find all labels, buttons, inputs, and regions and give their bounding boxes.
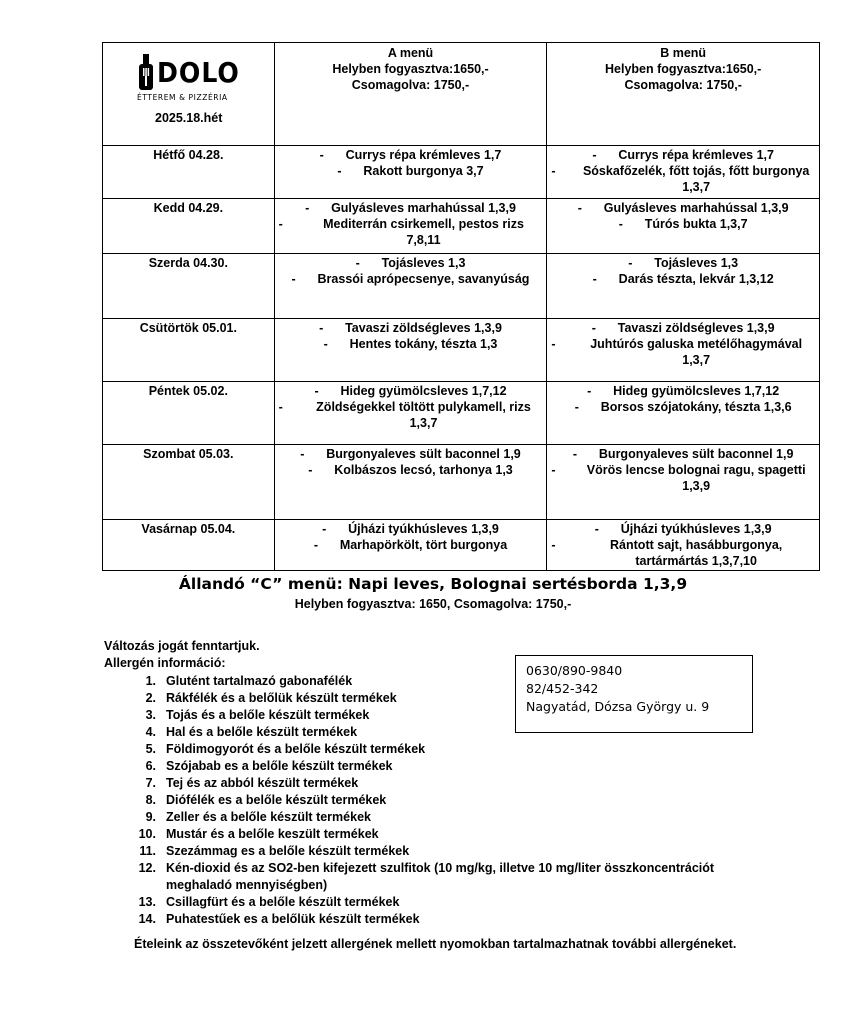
phone-landline: 82/452-342 bbox=[526, 681, 599, 696]
fork-pan-icon bbox=[137, 54, 155, 92]
day-row bbox=[103, 254, 820, 319]
c-menu-price: Helyben fogyasztva: 1650, Csomagolva: 1750,- bbox=[294, 597, 572, 611]
contact-box bbox=[515, 655, 753, 733]
allergen-item: 10. Mustár és a belőle keszült termékek bbox=[138, 827, 379, 841]
allergen-title: Allergén információ: bbox=[104, 656, 226, 670]
menu-b-cell bbox=[547, 382, 820, 445]
allergen-item: 6. Szójabab es a belőle készült termékek bbox=[145, 759, 393, 773]
dish-item: - Burgonyaleves sült baconnel 1,9 bbox=[572, 447, 794, 461]
dish-item: - Borsos szójatokány, tészta 1,3,6 bbox=[574, 400, 792, 414]
day-row bbox=[103, 199, 820, 254]
dish-item: - Zöldségekkel töltött pulykamell, rizs 1,3,7 bbox=[278, 400, 531, 430]
day-row bbox=[103, 382, 820, 445]
allergen-item: 5. Földimogyorót és a belőle készült termékek bbox=[145, 742, 426, 756]
dish-item: - Tojásleves 1,3 bbox=[628, 256, 739, 270]
day-label: Szombat 05.03. bbox=[103, 445, 275, 520]
menu-header-row bbox=[103, 43, 820, 146]
menu-a-header bbox=[274, 43, 547, 146]
logo-name: DOLO bbox=[157, 56, 240, 89]
day-row bbox=[103, 146, 820, 199]
menu-a-cell bbox=[274, 445, 547, 520]
weekly-menu-table bbox=[102, 42, 820, 571]
allergen-item: 3. Tojás és a belőle készült termékek bbox=[145, 708, 370, 722]
menu-b-cell bbox=[547, 445, 820, 520]
c-menu-title: Állandó “C” menü: Napi leves, Bolognai sertésborda 1,3,9 bbox=[178, 575, 688, 593]
menu-a-cell bbox=[274, 254, 547, 319]
dish-item: - Vörös lencse bolognai ragu, spagetti 1,3,9 bbox=[551, 463, 806, 493]
dish-item: - Currys répa krémleves 1,7 bbox=[319, 148, 502, 162]
dish-item: - Sóskafőzelék, főtt tojás, főtt burgonya 1,3,7 bbox=[551, 164, 810, 194]
day-label: Péntek 05.02. bbox=[103, 382, 275, 445]
dish-item: - Rakott burgonya 3,7 bbox=[337, 164, 484, 178]
day-row bbox=[103, 319, 820, 382]
day-row bbox=[103, 520, 820, 571]
allergen-item: 8. Diófélék es a belőle készült termékek bbox=[145, 793, 387, 807]
menu-a-cell bbox=[274, 520, 547, 571]
dish-item: - Hideg gyümölcsleves 1,7,12 bbox=[587, 384, 780, 398]
dish-item: - Burgonyaleves sült baconnel 1,9 bbox=[300, 447, 521, 461]
day-label: Hétfő 04.28. bbox=[103, 146, 275, 199]
allergen-item: 2. Rákfélék és a belőlük készült termékek bbox=[145, 691, 397, 705]
menu-b-dine-in-price: Helyben fogyasztva:1650,- bbox=[605, 62, 762, 76]
day-label: Csütörtök 05.01. bbox=[103, 319, 275, 382]
allergen-item: 14. Puhatestűek es a belőlük készült termékek bbox=[138, 912, 420, 926]
dish-item: - Gulyásleves marhahússal 1,3,9 bbox=[305, 201, 516, 215]
day-label: Vasárnap 05.04. bbox=[103, 520, 275, 571]
menu-b-title: B menü bbox=[660, 46, 707, 60]
menu-a-takeaway-price: Csomagolva: 1750,- bbox=[351, 78, 470, 92]
menu-b-takeaway-price: Csomagolva: 1750,- bbox=[624, 78, 742, 92]
dish-item: - Újházi tyúkhúsleves 1,3,9 bbox=[594, 522, 772, 536]
dish-item: - Kolbászos lecsó, tarhonya 1,3 bbox=[308, 463, 513, 477]
day-label: Kedd 04.29. bbox=[103, 199, 275, 254]
menu-a-title: A menü bbox=[387, 46, 434, 60]
menu-a-cell bbox=[274, 382, 547, 445]
dish-item: - Tavaszi zöldségleves 1,3,9 bbox=[591, 321, 775, 335]
allergen-item: 7. Tej és az abból készült termékek bbox=[145, 776, 359, 790]
dish-item: - Juhtúrós galuska metélőhagymával 1,3,7 bbox=[551, 337, 803, 367]
dish-item: - Darás tészta, lekvár 1,3,12 bbox=[592, 272, 774, 286]
address: Nagyatád, Dózsa György u. 9 bbox=[526, 699, 710, 714]
notes bbox=[104, 638, 260, 672]
dish-item: - Gulyásleves marhahússal 1,3,9 bbox=[577, 201, 789, 215]
allergen-footer-note: Ételeink az összetevőként jelzett allergének mellett nyomokban tartalmazhatnak további allergéneket. bbox=[134, 937, 737, 951]
menu-b-cell bbox=[547, 319, 820, 382]
dish-item: - Hideg gyümölcsleves 1,7,12 bbox=[314, 384, 507, 398]
menu-b-cell bbox=[547, 146, 820, 199]
dish-item: - Currys répa krémleves 1,7 bbox=[592, 148, 774, 162]
dish-item: - Hentes tokány, tészta 1,3 bbox=[323, 337, 498, 351]
dish-item: - Tojásleves 1,3 bbox=[355, 256, 466, 270]
menu-a-dine-in-price: Helyben fogyasztva:1650,- bbox=[332, 62, 489, 76]
allergen-item: 9. Zeller és a belőle készült termékek bbox=[145, 810, 371, 824]
allergen-item: 1. Glutént tartalmazó gabonafélék bbox=[145, 674, 353, 688]
menu-a-cell bbox=[274, 319, 547, 382]
logo-cell bbox=[103, 43, 275, 146]
menu-b-cell bbox=[547, 520, 820, 571]
allergen-item: 12. Kén-dioxid és az SO2-ben kifejezett szulfitok (10 mg/kg, illetve 10 mg/liter összkoncentrációt meghaladó mennyiségben) bbox=[138, 861, 715, 892]
dish-item: - Rántott sajt, hasábburgonya, tartármártás 1,3,7,10 bbox=[551, 538, 783, 568]
dish-item: - Brassói aprópecsenye, savanyúság bbox=[291, 272, 530, 286]
day-row bbox=[103, 445, 820, 520]
menu-a-cell bbox=[274, 199, 547, 254]
phone-mobile: 0630/890-9840 bbox=[526, 663, 623, 678]
day-label: Szerda 04.30. bbox=[103, 254, 275, 319]
dish-item: - Marhapörkölt, tört burgonya bbox=[313, 538, 508, 552]
allergen-item: 13. Csillagfürt és a belőle készült termékek bbox=[138, 895, 400, 909]
change-notice: Változás jogát fenntartjuk. bbox=[104, 639, 260, 653]
dish-item: - Újházi tyúkhúsleves 1,3,9 bbox=[322, 522, 499, 536]
menu-a-cell bbox=[274, 146, 547, 199]
allergen-item: 4. Hal és a belőle készült termékek bbox=[145, 725, 358, 739]
dish-item: - Túrós bukta 1,3,7 bbox=[618, 217, 748, 231]
menu-b-cell bbox=[547, 199, 820, 254]
allergen-item: 11. Szezámmag es a belőle készült termékek bbox=[139, 844, 410, 858]
dish-item: - Tavaszi zöldségleves 1,3,9 bbox=[319, 321, 502, 335]
logo-subtitle: ÉTTEREM & PIZZÉRIA bbox=[137, 93, 228, 102]
dish-item: - Mediterrán csirkemell, pestos rizs 7,8,11 bbox=[278, 217, 524, 247]
restaurant-logo bbox=[137, 54, 277, 106]
menu-b-cell bbox=[547, 254, 820, 319]
menu-b-header bbox=[547, 43, 820, 146]
week-label: 2025.18.hét bbox=[155, 111, 223, 125]
